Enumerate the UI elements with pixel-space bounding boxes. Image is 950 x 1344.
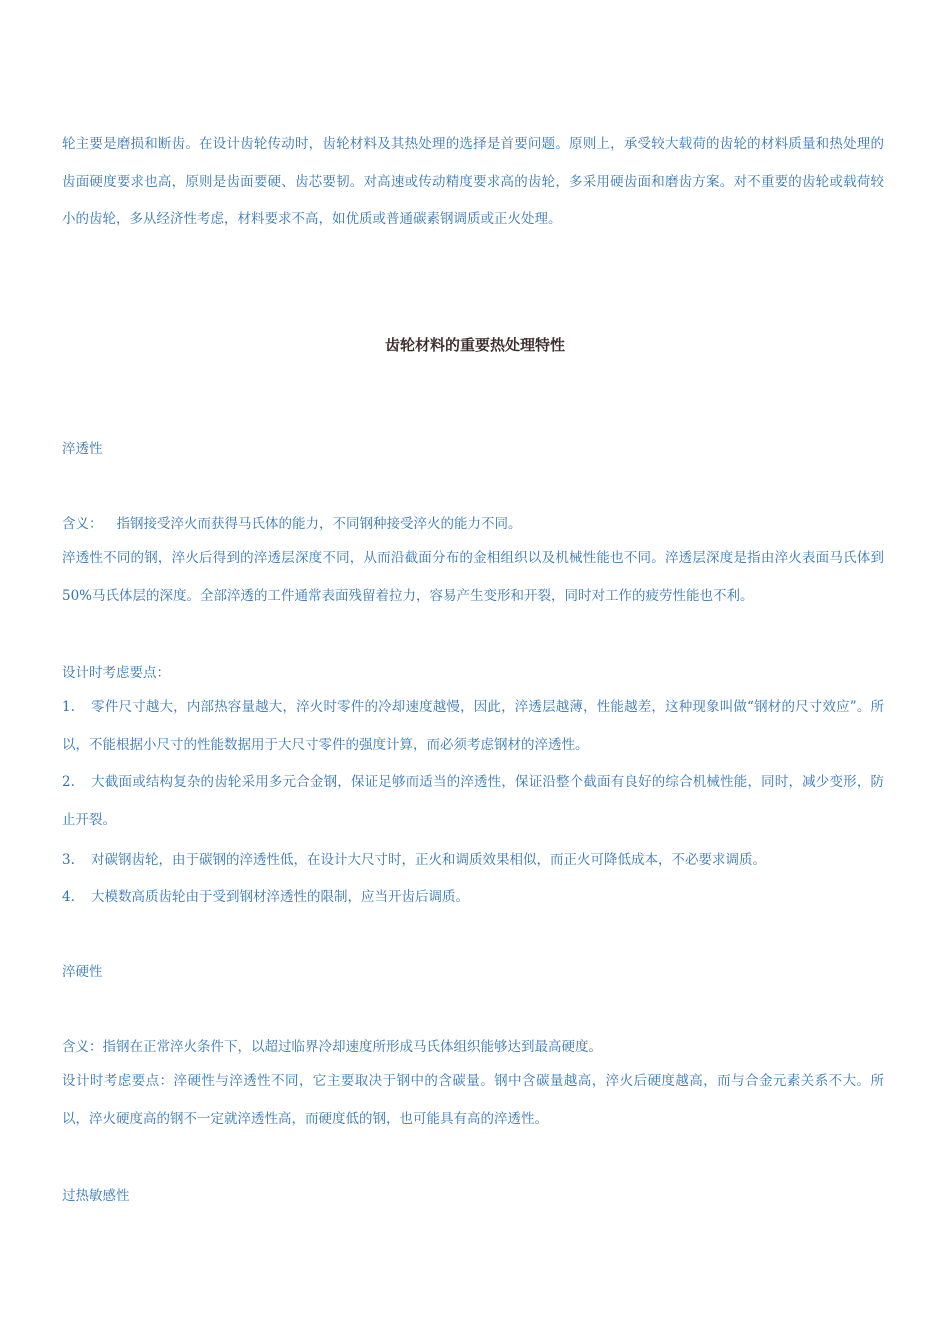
- hardenability-design-label: 设计时考虑要点：: [62, 665, 170, 681]
- list-item-4: [62, 885, 469, 905]
- hardness-heading: 淬硬性: [62, 964, 103, 980]
- list-number: 2.: [62, 774, 75, 790]
- meaning-text: 指钢接受淬火而获得马氏体的能力，不同钢种接受淬火的能力不同。: [116, 516, 522, 532]
- list-number: 1.: [62, 699, 75, 715]
- list-text: 零件尺寸越大，内部热容量越大，淬火时零件的冷却速度越慢，因此，淬透层越薄，性能越差，这种现象叫做“钢材的尺寸效应”。所以，不能根据小尺寸的性能数据用于大尺寸零件的强度计算，而必须考虑钢材的淬透性。: [62, 699, 884, 753]
- list-number: 4.: [62, 889, 75, 905]
- hardness-design: 设计时考虑要点：淬硬性与淬透性不同，它主要取决于钢中的含碳量。钢中含碳量越高，淬火后硬度越高，而与合金元素关系不大。所以，淬火硬度高的钢不一定就淬透性高，而硬度低的钢，也可能具有高的淬透性。: [62, 1073, 884, 1127]
- list-text: 对碳钢齿轮，由于碳钢的淬透性低，在设计大尺寸时，正火和调质效果相似，而正火可降低成本，不必要求调质。: [91, 852, 766, 868]
- list-item-3: [62, 848, 766, 868]
- hardenability-heading: 淬透性: [62, 441, 103, 457]
- list-item-1: [62, 689, 884, 764]
- meaning-label: 含义：: [62, 516, 103, 532]
- intro-paragraph: 轮主要是磨损和断齿。在设计齿轮传动时，齿轮材料及其热处理的选择是首要问题。原则上，承受较大载荷的齿轮的材料质量和热处理的齿面硬度要求也高，原则是齿面要硬、齿芯要韧。对高速或传动精度要求高的齿轮，多采用硬齿面和磨齿方案。对不重要的齿轮或载荷较小的齿轮，多从经济性考虑，材料要求不高，如优质或普通碳素钢调质或正火处理。: [62, 136, 884, 227]
- hardness-meaning: 含义：指钢在正常淬火条件下，以超过临界冷却速度所形成马氏体组织能够达到最高硬度。: [62, 1039, 602, 1055]
- list-text: 大模数高质齿轮由于受到钢材淬透性的限制，应当开齿后调质。: [91, 889, 469, 905]
- section-title: 齿轮材料的重要热处理特性: [384, 336, 565, 354]
- hardenability-paragraph: 淬透性不同的钢，淬火后得到的淬透层深度不同，从而沿截面分布的金相组织以及机械性能也不同。淬透层深度是指由淬火表面马氏体到50%马氏体层的深度。全部淬透的工件通常表面残留着拉力，容易产生变形和开裂，同时对工作的疲劳性能也不利。: [62, 550, 884, 604]
- overheat-heading: 过热敏感性: [62, 1188, 130, 1204]
- list-number: 3.: [62, 852, 75, 868]
- list-item-2: [62, 764, 884, 839]
- list-text: 大截面或结构复杂的齿轮采用多元合金钢，保证足够而适当的淬透性，保证沿整个截面有良好的综合机械性能，同时，减少变形，防止开裂。: [62, 774, 884, 828]
- hardenability-meaning: [62, 512, 522, 532]
